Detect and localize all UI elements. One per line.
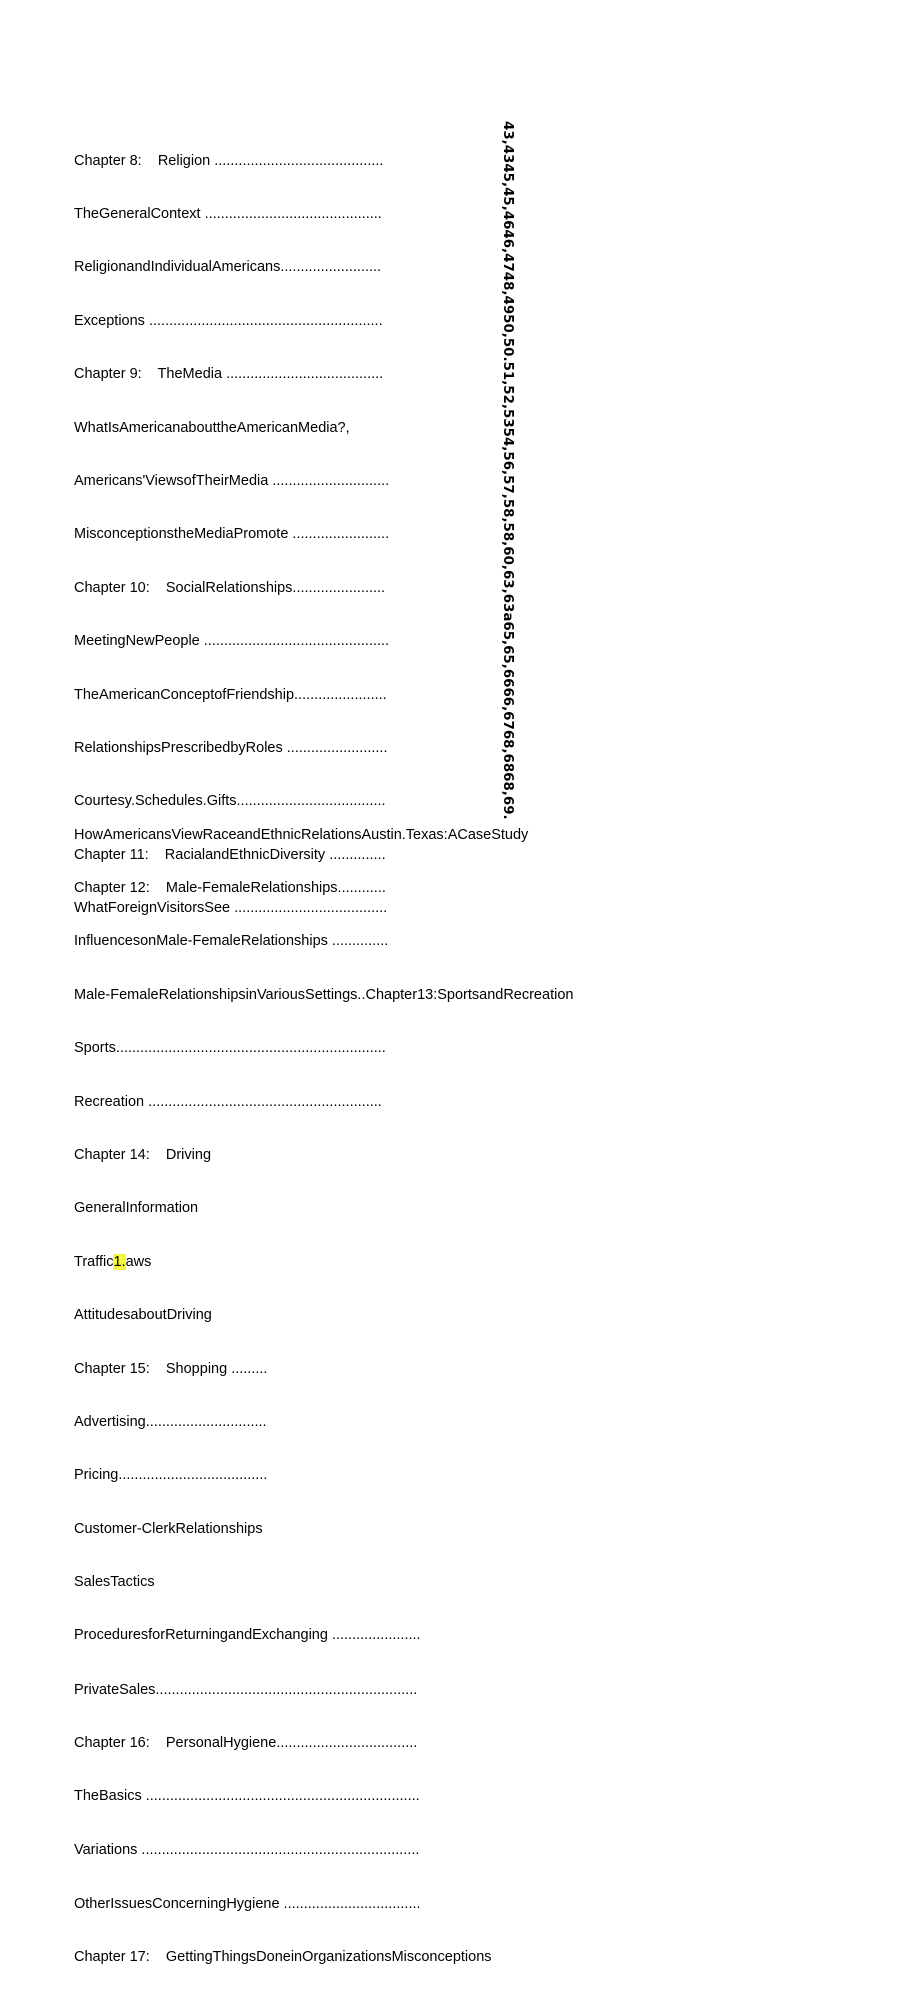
toc-entry: PrivateSales................................................................. [74, 1681, 418, 1698]
page-numbers-column [497, 121, 518, 820]
toc-entry: Variations ..................................................................... [74, 1842, 420, 1859]
toc-entry: TheAmericanConceptofFriendship....................... [74, 686, 387, 703]
toc-entry: Courtesy.Schedules.Gifts..................................... [74, 793, 386, 810]
highlighted-text: 1. [113, 1253, 126, 1270]
toc-entry: ReligionandIndividualAmericans......................... [74, 259, 382, 276]
toc-bottom-section [74, 791, 573, 2003]
toc-entry-chapter-17: Chapter 17: GettingThingsDoneinOrganizationsMisconceptions [74, 1949, 492, 1966]
toc-entry-chapter-15: Chapter 15: Shopping ......... [74, 1360, 268, 1377]
toc-entry: Americans'ViewsofTheirMedia ............................. [74, 472, 390, 489]
toc-entry: MeetingNewPeople .............................................. [74, 633, 390, 650]
toc-entry: Exceptions .......................................................... [74, 312, 383, 329]
traffic-text-after: aws [125, 1253, 152, 1270]
toc-entry-chapter-16: Chapter 16: PersonalHygiene................................... [74, 1734, 418, 1751]
toc-entry: Advertising.............................. [74, 1413, 267, 1430]
toc-entry: MisconceptionstheMediaPromote ........................ [74, 526, 390, 543]
toc-entry: Sports................................................................... [74, 1040, 386, 1057]
toc-entry-chapter-9: Chapter 9: TheMedia ....................................... [74, 366, 384, 383]
toc-entry: Male-FemaleRelationshipsinVariousSettings..Chapter13:SportsandRecreation [74, 986, 574, 1003]
page-numbers-text: 43,4345,45,4646,4748,4950,50.51,52,5354,56,57,58,58,60,63,63a65,65,6666,6768,6868,69. [500, 121, 515, 820]
traffic-text-before: Traffic [74, 1253, 114, 1270]
toc-entry: OtherIssuesConcerningHygiene .................................. [74, 1895, 421, 1912]
toc-entry: InfluencesonMale-FemaleRelationships .............. [74, 933, 389, 950]
toc-entry: TheGeneralContext ............................................ [74, 205, 382, 222]
toc-entry-chapter-10: Chapter 10: SocialRelationships....................... [74, 579, 386, 596]
toc-entry: TheBasics .................................................................... [74, 1788, 420, 1805]
toc-entry-chapter-12: Chapter 12: Male-FemaleRelationships............ [74, 879, 386, 896]
toc-entry: HowAmericansViewRaceandEthnicRelationsAustin.Texas:ACaseStudy [74, 826, 529, 843]
toc-entry: Recreation .......................................................... [74, 1093, 382, 1110]
toc-entry: SalesTactics [74, 1574, 155, 1591]
toc-entry: WhatForeignVisitorsSee ...................................... [74, 900, 388, 917]
toc-entry: AttitudesaboutDriving [74, 1307, 212, 1324]
toc-entry: WhatIsAmericanabouttheAmericanMedia?, [74, 419, 350, 436]
toc-entry: GeneralInformation [74, 1200, 199, 1217]
toc-entry-chapter-14: Chapter 14: Driving [74, 1146, 212, 1163]
toc-entry: RelationshipsPrescribedbyRoles ......................... [74, 739, 388, 756]
toc-entry: Customer-ClerkRelationships [74, 1520, 263, 1537]
toc-entry-chapter-11: Chapter 11: RacialandEthnicDiversity .............. [74, 846, 386, 863]
toc-entry-traffic-laws [74, 1254, 573, 1272]
toc-entry-chapter-8: Chapter 8: Religion .......................................... [74, 152, 384, 169]
toc-entry: ProceduresforReturningandExchanging ...................... [74, 1627, 421, 1644]
toc-entry: Pricing..................................... [74, 1467, 268, 1484]
